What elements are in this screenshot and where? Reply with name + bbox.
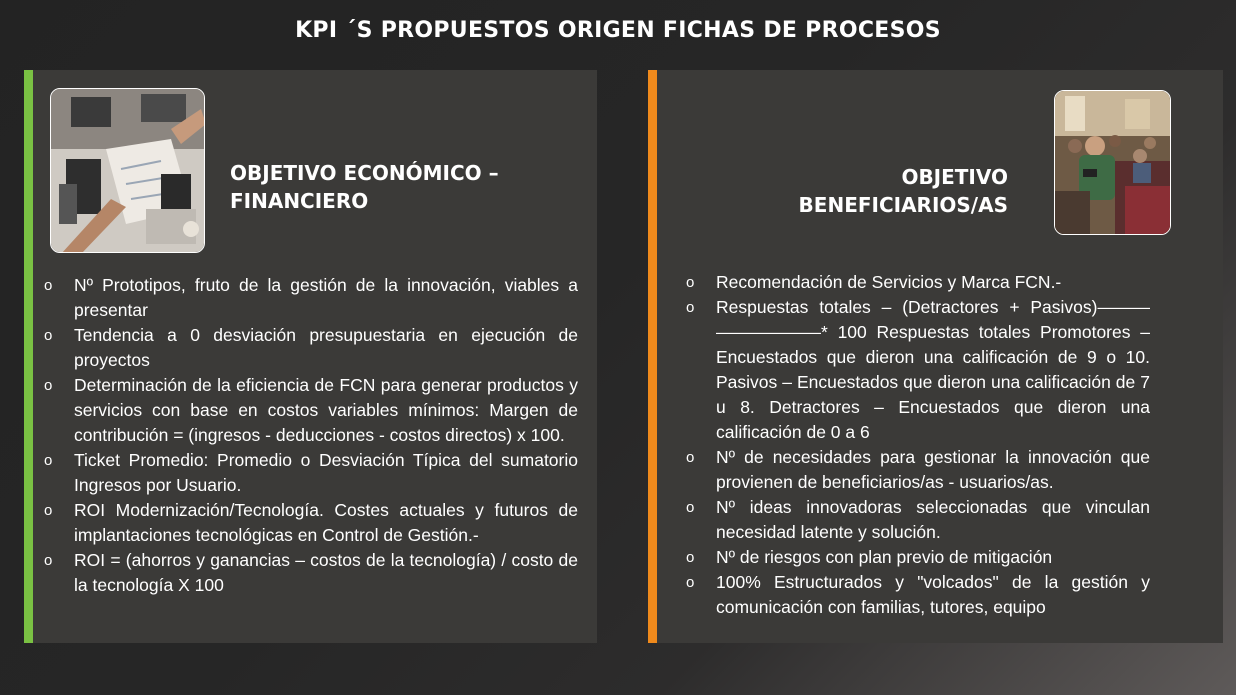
bullet-icon: o (686, 499, 695, 516)
heading-line-2: BENEFICIARIOS/AS (798, 193, 1008, 217)
bullet-icon: o (686, 549, 695, 566)
heading-beneficiaries (788, 163, 1008, 219)
list-item: o 100% Estructurados y "volcados" de la gestión y comunicación con familias, tutores, equipo (686, 572, 1150, 617)
bullet-icon: o (44, 327, 53, 344)
heading-line-2: FINANCIERO (230, 189, 369, 213)
list-item: o Respuestas totales – (Detractores + Pasivos)——— ——————* 100 Respuestas totales Promotores – Encuestados que dieron una calificación de 9 o 10. Pasivos – Encuestados que dieron una calificación de 7 u 8. Detractores – Encuestados que dieron una calificación de 0 a 6 (686, 297, 1150, 442)
accent-bar-orange (648, 70, 657, 643)
list-item: o Nº de riesgos con plan previo de mitigación (686, 545, 1150, 570)
kpi-list-beneficiaries (686, 270, 1150, 620)
list-item: o Determinación de la eficiencia de FCN para generar productos y servicios con base en costos variables mínimos: Margen de contribución = (ingresos - deducciones - costos directos) x 100. (44, 375, 578, 445)
accent-bar-green (24, 70, 33, 643)
list-item: o Ticket Promedio: Promedio o Desviación Típica del sumatorio Ingresos por Usuario. (44, 450, 578, 495)
audience-photo (1054, 90, 1171, 235)
bullet-icon: o (44, 377, 53, 394)
list-item: o Recomendación de Servicios y Marca FCN.- (686, 270, 1150, 295)
bullet-icon: o (44, 277, 53, 294)
bullet-icon: o (44, 552, 53, 569)
list-item: o ROI Modernización/Tecnología. Costes actuales y futuros de implantaciones tecnológicas en Control de Gestión.- (44, 500, 578, 545)
bullet-icon: o (686, 574, 695, 591)
kpi-list-economic (44, 273, 578, 598)
panel-economic-financial (24, 70, 597, 643)
bullet-icon: o (44, 452, 53, 469)
heading-line-1: OBJETIVO (901, 165, 1008, 189)
slide-title: KPI ´S PROPUESTOS ORIGEN FICHAS DE PROCESOS (295, 18, 941, 43)
bullet-icon: o (686, 299, 695, 316)
business-meeting-photo (50, 88, 205, 253)
list-item: o Nº ideas innovadoras seleccionadas que vinculan necesidad latente y solución. (686, 497, 1150, 542)
bullet-icon: o (44, 502, 53, 519)
heading-line-1: OBJETIVO ECONÓMICO – (230, 161, 499, 185)
heading-economic-financial (230, 159, 550, 215)
bullet-icon: o (686, 449, 695, 466)
list-item: o Nº de necesidades para gestionar la innovación que provienen de beneficiarios/as - usuarios/as. (686, 447, 1150, 492)
list-item: o ROI = (ahorros y ganancias – costos de la tecnología) / costo de la tecnología X 100 (44, 550, 578, 595)
list-item: o Tendencia a 0 desviación presupuestaria en ejecución de proyectos (44, 325, 578, 370)
panel-beneficiaries (648, 70, 1223, 643)
bullet-icon: o (686, 274, 695, 291)
list-item: o Nº Prototipos, fruto de la gestión de la innovación, viables a presentar (44, 275, 578, 320)
